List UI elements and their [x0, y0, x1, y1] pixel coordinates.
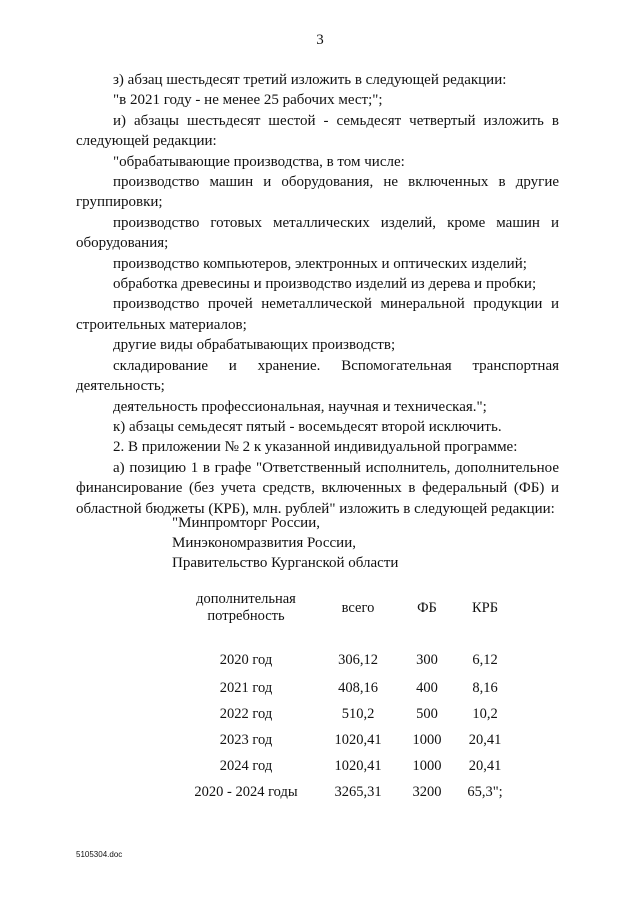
row-total: 306,12 [338, 651, 378, 668]
paragraph-a-position-1: а) позицию 1 в графе "Ответственный исполнитель, дополнительное финансирование (без учета средств, включенных в федеральный (ФБ) и областной бюджеты (КРБ), млн. рублей" изложить в следующей редакции: [76, 459, 559, 517]
paragraph-z: з) абзац шестьдесят третий изложить в следующей редакции: [113, 72, 507, 88]
row-year: 2020 год [219, 651, 273, 668]
row-regional: 20,41 [468, 757, 502, 774]
table-row-total [178, 779, 518, 805]
paragraph-other-manufacturing: другие виды обрабатывающих производств; [113, 337, 396, 354]
table-row [178, 727, 518, 753]
paragraph-appendix-2: 2. В приложении № 2 к указанной индивидуальной программе: [113, 439, 518, 456]
row-federal: 500 [416, 705, 438, 722]
row-federal: 1000 [412, 757, 442, 774]
row-year: 2022 год [219, 705, 273, 722]
executor-line: Минэкономразвития России, [172, 535, 356, 551]
table-row [178, 631, 518, 675]
row-regional: 10,2 [472, 705, 498, 722]
paragraph-metal-products: производство готовых металлических изделий, кроме машин и оборудования; [76, 214, 559, 252]
header-federal-budget: ФБ [417, 599, 437, 616]
row-total: 510,2 [341, 705, 375, 722]
row-regional: 20,41 [468, 731, 502, 748]
row-total: 408,16 [338, 679, 378, 696]
row-total: 3265,31 [334, 783, 382, 800]
footer-file-name: 5105304.doc [76, 850, 123, 859]
row-year: 2023 год [219, 731, 273, 748]
responsible-executors [172, 513, 398, 573]
paragraph-professional: деятельность профессиональная, научная и техническая."; [113, 398, 487, 415]
row-regional: 6,12 [472, 651, 498, 668]
paragraph-manufacturing: "обрабатывающие производства, в том числе: [113, 153, 405, 170]
row-federal: 3200 [412, 783, 442, 800]
row-regional: 65,3"; [467, 783, 503, 800]
header-additional-need: дополнительная потребность [196, 591, 296, 624]
document-body [76, 70, 559, 519]
paragraph-machines: производство машин и оборудования, не включенных в другие группировки; [76, 174, 559, 211]
header-total: всего [341, 599, 375, 616]
header-regional-budget: КРБ [471, 599, 499, 616]
table-header-row [178, 585, 518, 631]
paragraph-nonmetallic: производство прочей неметаллической минеральной продукции и строительных материалов; [76, 296, 559, 333]
funding-table [178, 585, 518, 805]
table-row [178, 675, 518, 701]
row-total: 1020,41 [334, 731, 382, 748]
table-row [178, 753, 518, 779]
executor-line: Правительство Курганской области [172, 555, 399, 571]
paragraph-k: к) абзацы семьдесят пятый - восемьдесят второй исключить. [113, 418, 502, 435]
paragraph-computers: производство компьютеров, электронных и оптических изделий; [113, 255, 527, 272]
paragraph-warehousing: складирование и хранение. Вспомогательная транспортная деятельность; [76, 357, 559, 395]
paragraph-i: и) абзацы шестьдесят шестой - семьдесят четвертый изложить в следующей редакции: [76, 112, 559, 150]
paragraph-z-text: "в 2021 году - не менее 25 рабочих мест;"; [113, 92, 383, 109]
paragraph-wood: обработка древесины и производство изделий из дерева и пробки; [113, 276, 537, 293]
page-number: 3 [316, 32, 324, 48]
executor-line: "Минпромторг России, [172, 515, 320, 531]
row-year: 2020 - 2024 годы [194, 783, 298, 800]
row-year: 2024 год [219, 757, 273, 774]
row-federal: 1000 [412, 731, 442, 748]
row-total: 1020,41 [334, 757, 382, 774]
table-row [178, 701, 518, 727]
row-year: 2021 год [219, 679, 273, 696]
row-federal: 400 [416, 679, 438, 696]
row-regional: 8,16 [472, 679, 498, 696]
row-federal: 300 [416, 651, 438, 668]
